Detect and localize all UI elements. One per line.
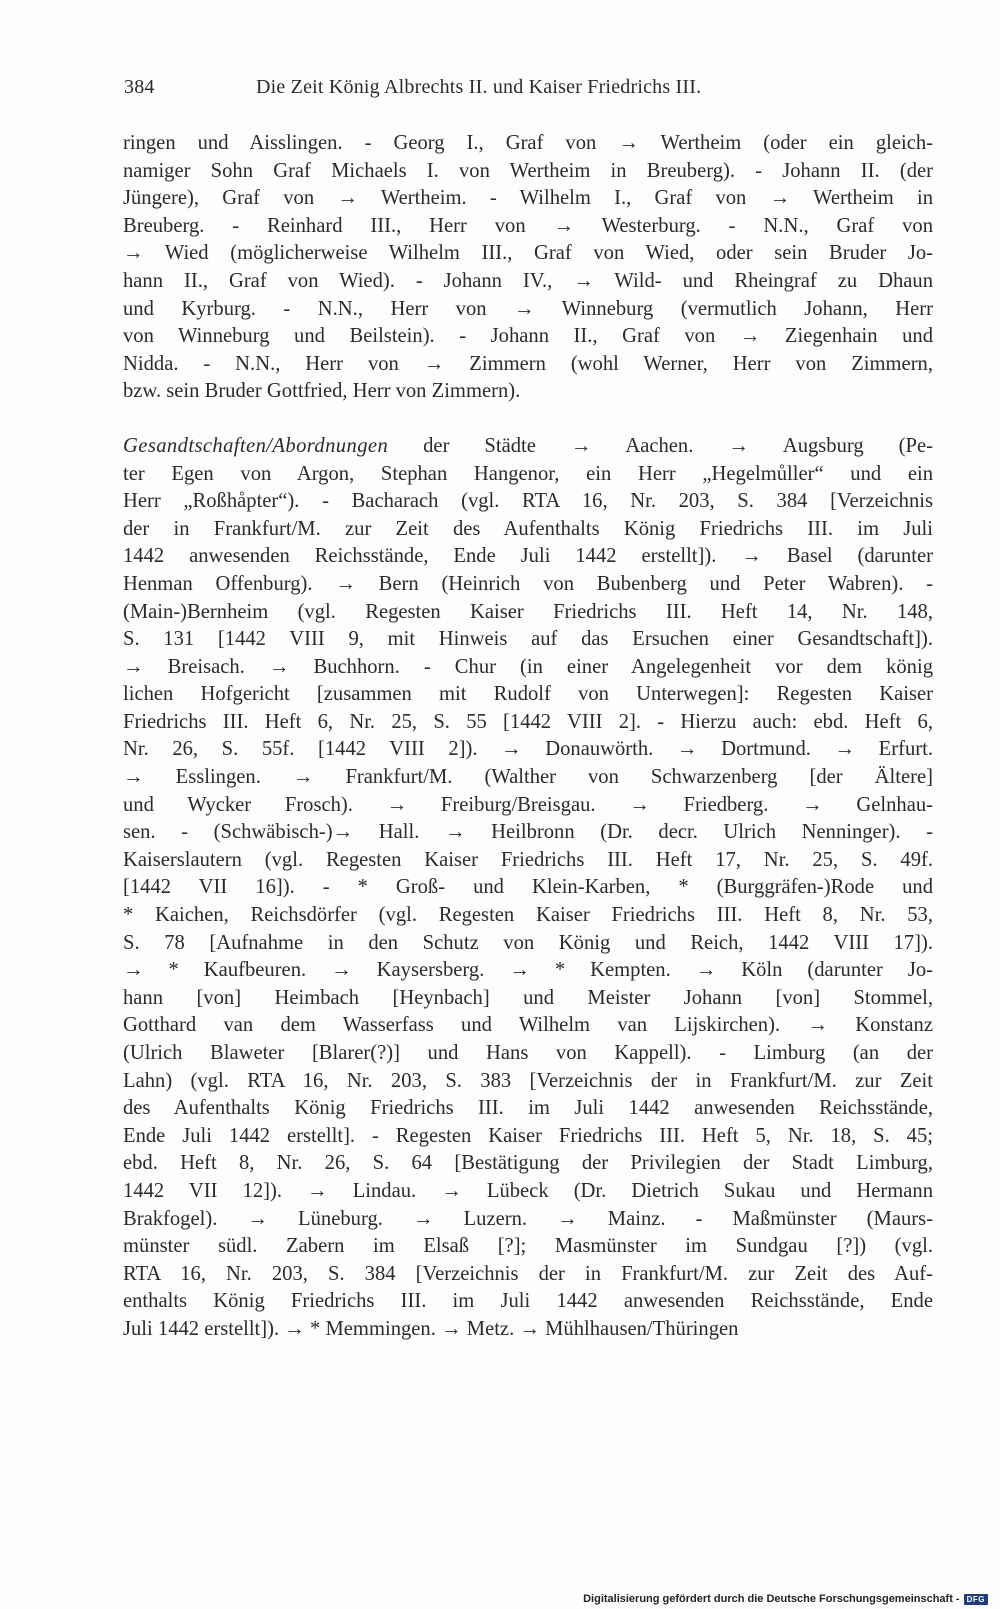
text-line: namiger Sohn Graf Michaels I. von Wertheim in Breuberg). - Johann II. (der: [123, 159, 933, 182]
text-line: Nidda. - N.N., Herr von → Zimmern (wohl Werner, Herr von Zimmern,: [123, 352, 933, 375]
text-line: der in Frankfurt/M. zur Zeit des Aufenthalts König Friedrichs III. im Juli: [123, 517, 933, 540]
text-line: Lahn) (vgl. RTA 16, Nr. 203, S. 383 [Verzeichnis der in Frankfurt/M. zur Zeit: [123, 1069, 933, 1092]
text-line: S. 131 [1442 VIII 9, mit Hinweis auf das Ersuchen einer Gesandtschaft]).: [123, 628, 933, 651]
footer-text: Digitalisierung gefördert durch die Deutsche Forschungsgemeinschaft -: [583, 1593, 960, 1605]
text-line: RTA 16, Nr. 203, S. 384 [Verzeichnis der in Frankfurt/M. zur Zeit des Auf-: [123, 1262, 933, 1285]
text-line: → Breisach. → Buchhorn. - Chur (in einer Angelegenheit vor dem könig: [123, 655, 933, 678]
section-lead-italic: Gesandtschaften/Abordnungen: [123, 434, 389, 457]
text-line: und Kyrburg. - N.N., Herr von → Winneburg (vermutlich Johann, Herr: [123, 297, 933, 320]
text-line: → Wied (möglicherweise Wilhelm III., Graf von Wied, oder sein Bruder Jo-: [123, 242, 933, 265]
text-line: enthalts König Friedrichs III. im Juli 1442 anwesenden Reichsstände, Ende: [123, 1290, 933, 1313]
text-line: Gesandtschaften/Abordnungen der Städte → Aachen. → Augsburg (Pe-: [123, 434, 933, 457]
text-line: Breuberg. - Reinhard III., Herr von → Westerburg. - N.N., Graf von: [123, 214, 933, 237]
text-line: 1442 anwesenden Reichsstände, Ende Juli 1442 erstellt]). → Basel (darunter: [123, 545, 933, 568]
text-line: sen. - (Schwäbisch-)→ Hall. → Heilbronn (Dr. decr. Ulrich Nenninger). -: [123, 821, 933, 844]
running-title: Die Zeit König Albrechts II. und Kaiser Friedrichs III.: [256, 76, 702, 98]
paragraph-1: [123, 130, 933, 406]
text-line: (Main-)Bernheim (vgl. Regesten Kaiser Friedrichs III. Heft 14, Nr. 148,: [123, 600, 933, 623]
text-line: ebd. Heft 8, Nr. 26, S. 64 [Bestätigung der Privilegien der Stadt Limburg,: [123, 1152, 933, 1175]
text-line: Jüngere), Graf von → Wertheim. - Wilhelm I., Graf von → Wertheim in: [123, 187, 933, 210]
text-line: Herr „Roßhåpter“). - Bacharach (vgl. RTA 16, Nr. 203, S. 384 [Verzeichnis: [123, 490, 933, 513]
text-line: Nr. 26, S. 55f. [1442 VIII 2]). → Donauwörth. → Dortmund. → Erfurt.: [123, 738, 933, 761]
page-number: 384: [124, 76, 155, 98]
main-text: [123, 130, 933, 1344]
text-line: Gotthard van dem Wasserfass und Wilhelm van Lijskirchen). → Konstanz: [123, 1014, 933, 1037]
text-line: 1442 VII 12]). → Lindau. → Lübeck (Dr. Dietrich Sukau und Hermann: [123, 1179, 933, 1202]
text-line: Friedrichs III. Heft 6, Nr. 25, S. 55 [1442 VIII 2]. - Hierzu auch: ebd. Heft 6,: [123, 710, 933, 733]
text-line: lichen Hofgericht [zusammen mit Rudolf von Unterwegen]: Regesten Kaiser: [123, 683, 933, 706]
text-line: Henman Offenburg). → Bern (Heinrich von Bubenberg und Peter Wabren). -: [123, 572, 933, 595]
text-line: bzw. sein Bruder Gottfried, Herr von Zimmern).: [123, 380, 521, 403]
text-line: → Esslingen. → Frankfurt/M. (Walther von Schwarzenberg [der Ältere]: [123, 766, 933, 789]
text-line: von Winneburg und Beilstein). - Johann II., Graf von → Ziegenhain und: [123, 325, 933, 348]
text-line: [1442 VII 16]). - * Groß- und Klein-Karben, * (Burggräfen-)Rode und: [123, 876, 933, 899]
text-line: Juli 1442 erstellt]). → * Memmingen. → Metz. → Mühlhausen/Thüringen: [123, 1317, 739, 1340]
text-line: ringen und Aisslingen. - Georg I., Graf von → Wertheim (oder ein gleich-: [123, 132, 933, 154]
text-line: (Ulrich Blaweter [Blarer(?)] und Hans von Kappell). - Limburg (an der: [123, 1042, 933, 1064]
text-line: und Wycker Frosch). → Freiburg/Breisgau. → Friedberg. → Gelnhau-: [123, 793, 933, 816]
text-line: * Kaichen, Reichsdörfer (vgl. Regesten Kaiser Friedrichs III. Heft 8, Nr. 53,: [123, 904, 933, 927]
text-line: Brakfogel). → Lüneburg. → Luzern. → Mainz. - Maßmünster (Maurs-: [123, 1207, 933, 1230]
text-line: des Aufenthalts König Friedrichs III. im Juli 1442 anwesenden Reichsstände,: [123, 1097, 933, 1120]
paragraph-2: [123, 433, 933, 1344]
footer-credit: [583, 1593, 988, 1605]
text-line: Ende Juli 1442 erstellt]. - Regesten Kaiser Friedrichs III. Heft 5, Nr. 18, S. 45;: [123, 1124, 933, 1147]
text-line: Kaiserslautern (vgl. Regesten Kaiser Friedrichs III. Heft 17, Nr. 25, S. 49f.: [123, 848, 933, 871]
text-line: münster südl. Zabern im Elsaß [?]; Masmünster im Sundgau [?]) (vgl.: [123, 1235, 933, 1258]
text-line: hann II., Graf von Wied). - Johann IV., → Wild- und Rheingraf zu Dhaun: [123, 269, 933, 292]
dfg-logo: DFG: [964, 1594, 988, 1605]
text-line: ter Egen von Argon, Stephan Hangenor, ein Herr „Hegelmůller“ und ein: [123, 462, 933, 485]
text-line: → * Kaufbeuren. → Kaysersberg. → * Kempten. → Köln (darunter Jo-: [123, 959, 933, 982]
text-line: S. 78 [Aufnahme in den Schutz von König und Reich, 1442 VIII 17]).: [123, 931, 933, 954]
page-header: [124, 76, 824, 106]
text-line: hann [von] Heimbach [Heynbach] und Meister Johann [von] Stommel,: [123, 986, 933, 1009]
